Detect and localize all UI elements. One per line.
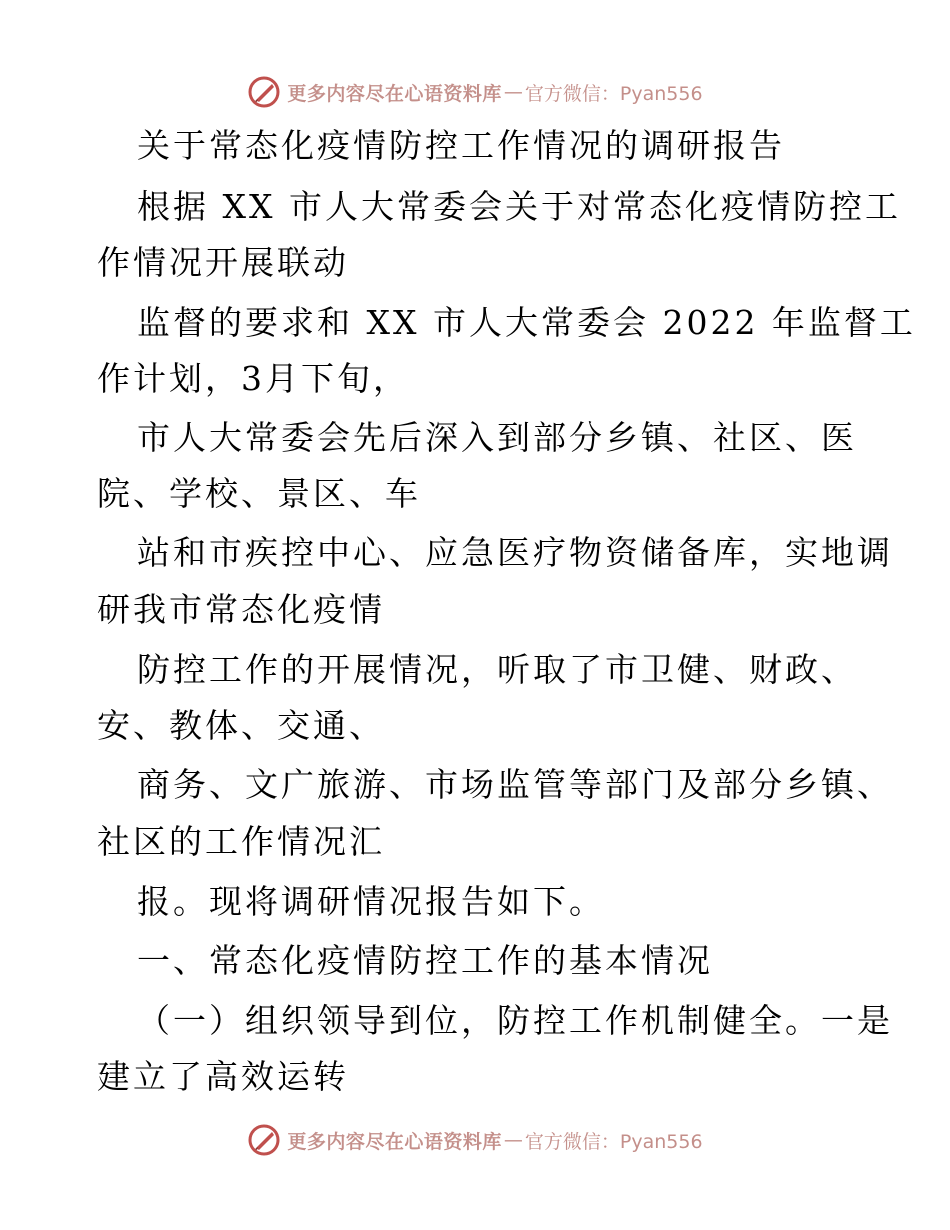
section-heading: 一、常态化疫情防控工作的基本情况 <box>137 941 713 980</box>
body-line: （一）组织领导到位，防控工作机制健全。一是 <box>137 1001 893 1040</box>
watermark-separator: — <box>503 81 523 103</box>
footer-watermark <box>0 1120 950 1160</box>
watermark-separator: — <box>503 1129 523 1151</box>
body-line: 安、教体、交通、 <box>97 706 385 745</box>
document-title: 关于常态化疫情防控工作情况的调研报告 <box>137 126 785 165</box>
body-line: 防控工作的开展情况，听取了市卫健、财政、 <box>137 650 857 689</box>
body-line: 商务、文广旅游、市场监管等部门及部分乡镇、 <box>137 765 893 804</box>
body-line: 监督的要求和 XX 市人大常委会 2022 年监督工 <box>137 303 916 342</box>
body-line: 根据 XX 市人大常委会关于对常态化疫情防控工 <box>137 187 901 226</box>
watermark-contact: 官方微信：Pyan556 <box>524 1130 703 1153</box>
body-line: 报。现将调研情况报告如下。 <box>137 882 605 921</box>
watermark-contact: 官方微信：Pyan556 <box>524 82 703 105</box>
watermark-text: 更多内容尽在心语资料库 <box>287 1130 502 1153</box>
quill-pen-logo-icon <box>247 1123 281 1157</box>
body-line: 作情况开展联动 <box>97 243 349 282</box>
body-line: 研我市常态化疫情 <box>97 590 385 629</box>
body-line: 站和市疾控中心、应急医疗物资储备库，实地调 <box>137 533 893 572</box>
body-line: 作计划，3月下旬， <box>97 359 409 398</box>
quill-pen-logo-icon <box>247 75 281 109</box>
body-line: 市人大常委会先后深入到部分乡镇、社区、医 <box>137 418 857 457</box>
body-line: 社区的工作情况汇 <box>97 822 385 861</box>
body-line: 建立了高效运转 <box>97 1057 349 1096</box>
body-line: 院、学校、景区、车 <box>97 474 421 513</box>
watermark-text: 更多内容尽在心语资料库 <box>287 82 502 105</box>
header-watermark <box>0 72 950 112</box>
